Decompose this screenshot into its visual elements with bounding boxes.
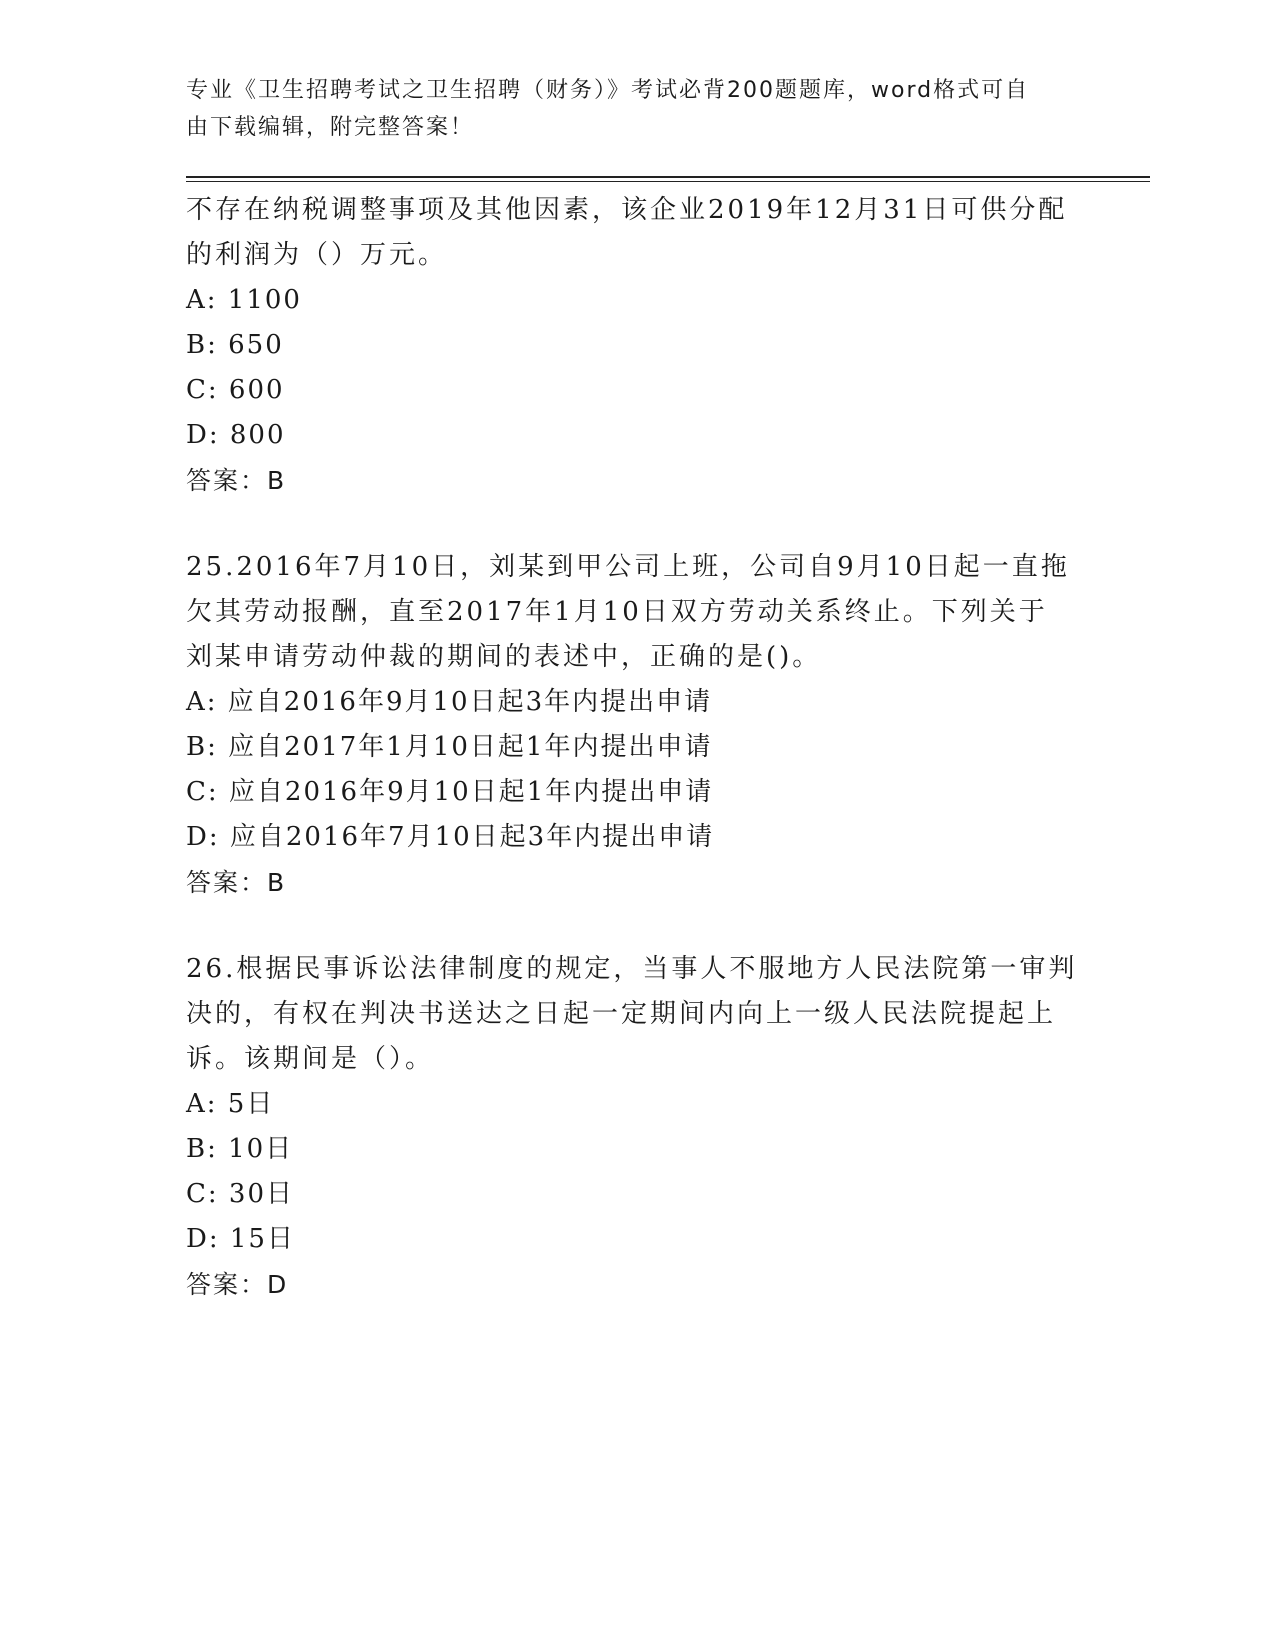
divider-line-thin: [186, 181, 1150, 182]
option-c: C: 30日: [186, 1179, 295, 1209]
question-stem-line: 的利润为（）万元。: [186, 240, 448, 270]
option-b: B: 应自2017年1月10日起1年内提出申请: [186, 732, 713, 762]
option-b: B: 650: [186, 330, 284, 360]
question-item: [186, 545, 1086, 905]
question-stem-line: 25.2016年7月10日，刘某到甲公司上班，公司自9月10日起一直拖: [186, 552, 1070, 582]
option-d: D: 应自2016年7月10日起3年内提出申请: [186, 822, 715, 852]
answer-line: 答案：D: [186, 1270, 289, 1299]
question-stem-line: 欠其劳动报酬，直至2017年1月10日双方劳动关系终止。下列关于: [186, 597, 1048, 627]
answer-line: 答案：B: [186, 868, 287, 897]
option-c: C: 应自2016年9月10日起1年内提出申请: [186, 777, 714, 807]
divider-line-thick: [186, 176, 1150, 178]
question-list: [186, 188, 1086, 1349]
option-c: C: 600: [186, 375, 285, 405]
document-header: [186, 72, 1066, 146]
header-line-1: 专业《卫生招聘考试之卫生招聘（财务）》考试必背200题题库，word格式可自: [186, 78, 1030, 103]
question-item: [186, 188, 1086, 503]
question-stem-line: 不存在纳税调整事项及其他因素，该企业2019年12月31日可供分配: [186, 195, 1068, 225]
question-item: [186, 947, 1086, 1307]
option-d: D: 15日: [186, 1224, 295, 1254]
option-a: A: 5日: [186, 1089, 275, 1119]
option-b: B: 10日: [186, 1134, 294, 1164]
option-d: D: 800: [186, 420, 286, 450]
question-stem-line: 决的，有权在判决书送达之日起一定期间内向上一级人民法院提起上: [186, 999, 1057, 1029]
header-divider: [186, 176, 1150, 182]
header-line-2: 由下载编辑，附完整答案！: [186, 115, 475, 140]
question-stem-line: 刘某申请劳动仲裁的期间的表述中，正确的是()。: [186, 642, 822, 672]
option-a: A: 1100: [186, 285, 302, 315]
question-stem-line: 诉。该期间是（）。: [186, 1044, 435, 1074]
option-a: A: 应自2016年9月10日起3年内提出申请: [186, 687, 713, 717]
question-stem-line: 26.根据民事诉讼法律制度的规定，当事人不服地方人民法院第一审判: [186, 954, 1078, 984]
answer-line: 答案：B: [186, 466, 287, 495]
